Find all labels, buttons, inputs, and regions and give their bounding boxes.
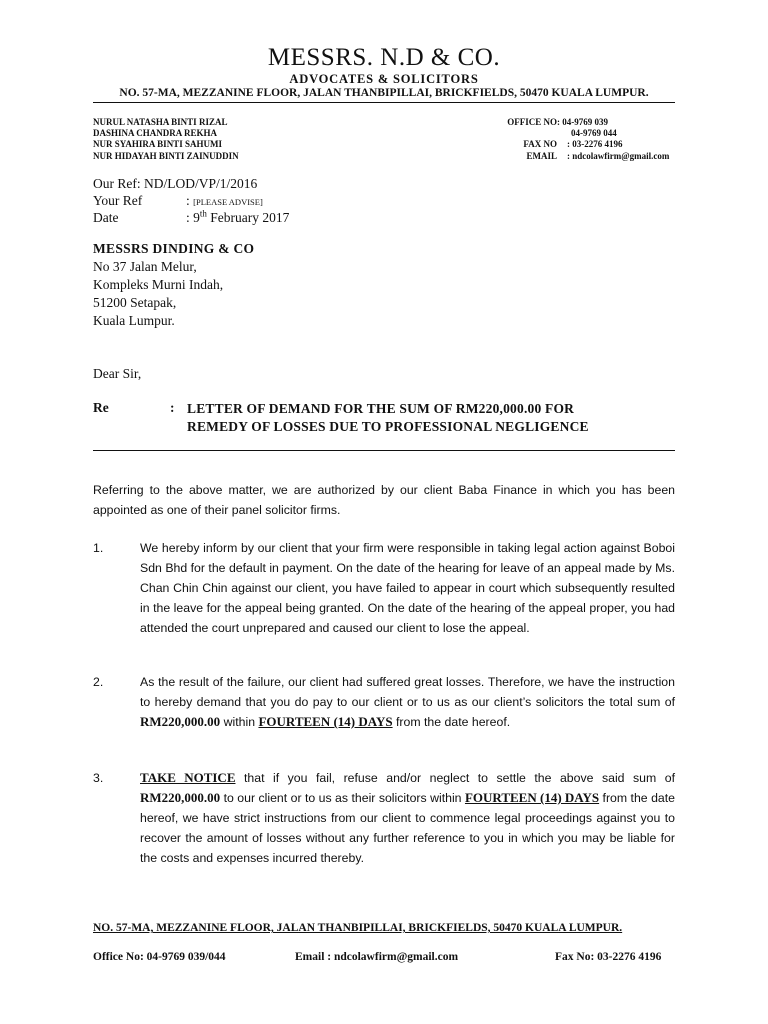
date-label: Date	[93, 210, 119, 225]
contact-value: 04-9769 044	[571, 128, 617, 139]
contact-row	[497, 117, 669, 128]
paragraph-1: We hereby inform by our client that your firm were responsible in taking legal action against Boboi Sdn Bhd for the default in payment. On the date of the hearing for leave of an appeal made by Ms. Chan Chin Chin against our client, you have failed to appear in court which subsequently resulted in the leave for the appeal being granted. On the date of the hearing of the appeal proper, you had attended the court unprepared and caused our client to lose the appeal.	[140, 541, 675, 635]
footer-office: Office No: 04-9769 039/044	[93, 951, 226, 963]
contact-value: : 04-9769 039	[557, 117, 608, 127]
addressee-line: Kompleks Murni Indah,	[93, 277, 224, 292]
partner-name: NUR HIDAYAH BINTI ZAINUDDIN	[93, 150, 239, 161]
addressee-line: Kuala Lumpur.	[93, 313, 175, 328]
contact-row	[497, 139, 669, 150]
subject-line: LETTER OF DEMAND FOR THE SUM OF RM220,000.00 FOR	[187, 401, 575, 416]
salutation: Dear Sir,	[93, 366, 142, 381]
deadline-days: FOURTEEN (14) DAYS	[258, 714, 393, 729]
addressee-line: No 37 Jalan Melur,	[93, 259, 197, 274]
your-ref-value: [PLEASE ADVISE]	[193, 196, 263, 207]
addressee-block	[93, 240, 254, 330]
partner-name: NUR SYAHIRA BINTI SAHUMI	[93, 139, 222, 150]
partner-name: DASHINA CHANDRA REKHA	[93, 128, 218, 139]
subject-colon: :	[170, 400, 175, 415]
demand-amount: RM220,000.00	[140, 790, 221, 805]
addressee-line: 51200 Setapak,	[93, 295, 177, 310]
contact-row	[497, 128, 669, 139]
deadline-days: FOURTEEN (14) DAYS	[464, 790, 600, 805]
paragraph-number: 2.	[93, 675, 104, 689]
paragraph-2: As the result of the failure, our client had suffered great losses. Therefore, we have the instruction to hereby demand that you do pay to our client or to us as our client’s solicitors the total sum of RM220,000.00 within FOURTEEN (14) DAYS from the date hereof.	[140, 675, 675, 729]
partner-name: NURUL NATASHA BINTI RIZAL	[93, 117, 228, 127]
addressee-firm: MESSRS DINDING & CO	[93, 241, 255, 256]
contact-label: EMAIL	[526, 150, 557, 161]
take-notice: TAKE NOTICE	[140, 770, 236, 785]
subject-line: REMEDY OF LOSSES DUE TO PROFESSIONAL NEGLIGENCE	[187, 419, 589, 434]
contact-label	[497, 128, 557, 139]
contact-block	[497, 117, 669, 162]
firm-address: NO. 57-MA, MEZZANINE FLOOR, JALAN THANBIPILLAI, BRICKFIELDS, 50470 KUALA LUMPUR.	[119, 87, 649, 99]
header-divider	[93, 102, 675, 103]
your-ref-label: Your Ref	[93, 192, 143, 208]
footer-email: Email : ndcolawfirm@gmail.com	[295, 951, 459, 963]
contact-value: : 03-2276 4196	[567, 139, 623, 150]
firm-subtitle: ADVOCATES & SOLICITORS	[289, 72, 479, 86]
footer-fax: Fax No: 03-2276 4196	[555, 951, 662, 963]
contact-label: OFFICE NO	[507, 117, 557, 127]
subject-title	[187, 400, 657, 436]
paragraph-number: 1.	[93, 541, 104, 555]
paragraph-3: TAKE NOTICE that if you fail, refuse and/or neglect to settle the above said sum of RM220,000.00 to our client or to us as their solicitors within FOURTEEN (14) DAYS from the date hereof, we have strict instructions from our client to commence legal proceedings against you to recover the amount of losses without any further reference to you in which you may be liable for the costs and expenses incurred thereby.	[140, 770, 676, 865]
date-row: Date : 9th February 2017	[93, 208, 290, 225]
subject-divider	[93, 450, 675, 451]
firm-name: MESSRS. N.D & CO.	[267, 44, 501, 71]
partners-list	[93, 117, 239, 162]
intro-paragraph: Referring to the above matter, we are authorized by our client Baba Finance in which you has been appointed as one of their panel solicitor firms.	[93, 483, 675, 517]
subject-label: Re	[93, 400, 109, 415]
date-value: 9th February 2017	[193, 208, 290, 225]
contact-value: : ndcolawfirm@gmail.com	[567, 150, 670, 161]
our-ref: Our Ref: ND/LOD/VP/1/2016	[93, 176, 258, 191]
contact-label: FAX NO	[523, 139, 557, 150]
contact-row	[497, 151, 669, 162]
demand-amount: RM220,000.00	[140, 714, 221, 729]
reference-block	[93, 176, 289, 227]
footer-address: NO. 57-MA, MEZZANINE FLOOR, JALAN THANBIPILLAI, BRICKFIELDS, 50470 KUALA LUMPUR.	[93, 922, 623, 934]
paragraph-number: 3.	[93, 771, 104, 785]
your-ref-row: Your Ref : [PLEASE ADVISE]	[93, 193, 289, 211]
